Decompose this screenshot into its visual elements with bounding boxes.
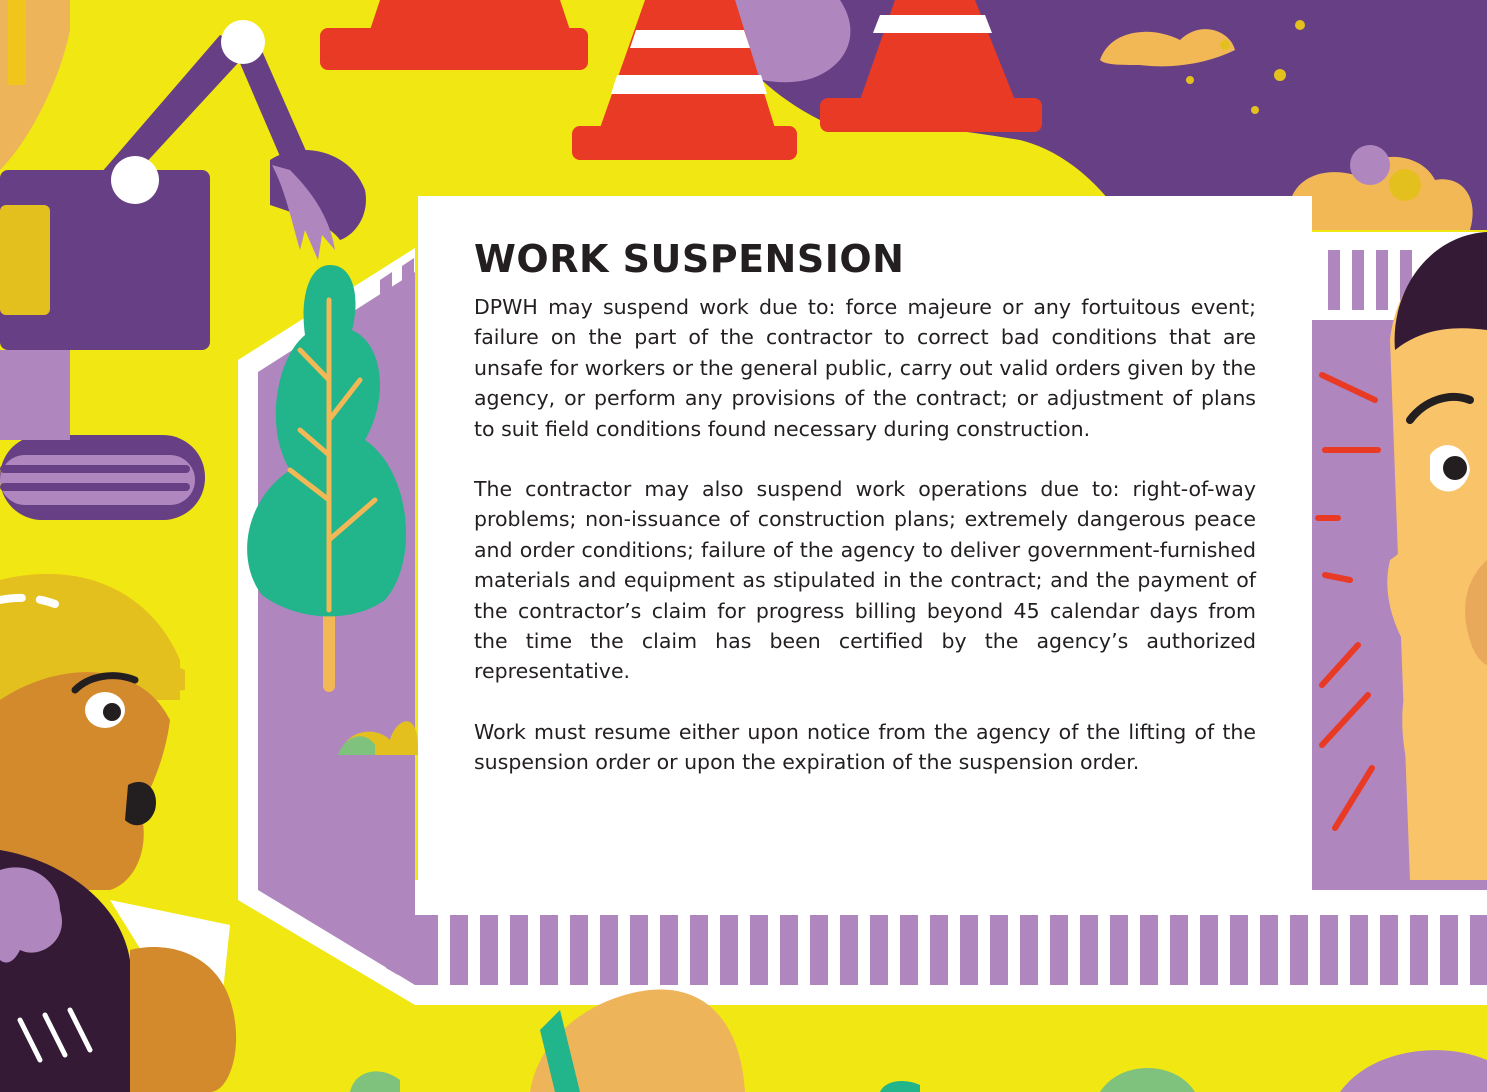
bush-dot [1389, 169, 1421, 201]
worker-with-hardhat-icon [0, 574, 236, 1092]
panel-title: WORK SUSPENSION [474, 237, 905, 281]
speck [1186, 76, 1194, 84]
speck [1220, 40, 1230, 50]
bush-dot [1350, 145, 1390, 185]
paragraph-work-resumption: Work must resume either upon notice from the agency of the lifting of the suspension order or upon the expiration of the suspension order. [474, 719, 1256, 775]
speck [1274, 69, 1286, 81]
green-blob-bottom-right [1100, 1068, 1195, 1092]
green-blob-bottom [350, 1071, 400, 1092]
gold-stripe [8, 0, 26, 85]
teal-blob-bottom [880, 1081, 920, 1092]
purple-blob-bottom-right [1340, 1050, 1487, 1092]
speck [1251, 106, 1259, 114]
paragraph-agency-suspension: DPWH may suspend work due to: force majeure or any fortuitous event; failure on the part of the contractor to correct bad conditions that are unsafe for workers or the general public, carry out valid orders given by the agency, or perform any provisions of the contract; or adjustment of plans to suit field conditions found necessary during construction. [474, 295, 1256, 441]
info-panel [418, 196, 1312, 896]
traffic-cone-icon [320, 0, 588, 70]
speck [1295, 20, 1305, 30]
paragraph-contractor-suspension: The contractor may also suspend work operations due to: right-of-way problems; non-issuance of construction plans; extremely dangerous peace and order conditions; failure of the agency to deliver government-furnished materials and equipment as stipulated in the contract; and the payment of the contractor’s claim for progress billing beyond 45 calendar days from the time the claim has been certified by the agency’s authorized representative. [474, 477, 1256, 684]
fence-slats [438, 915, 1470, 985]
